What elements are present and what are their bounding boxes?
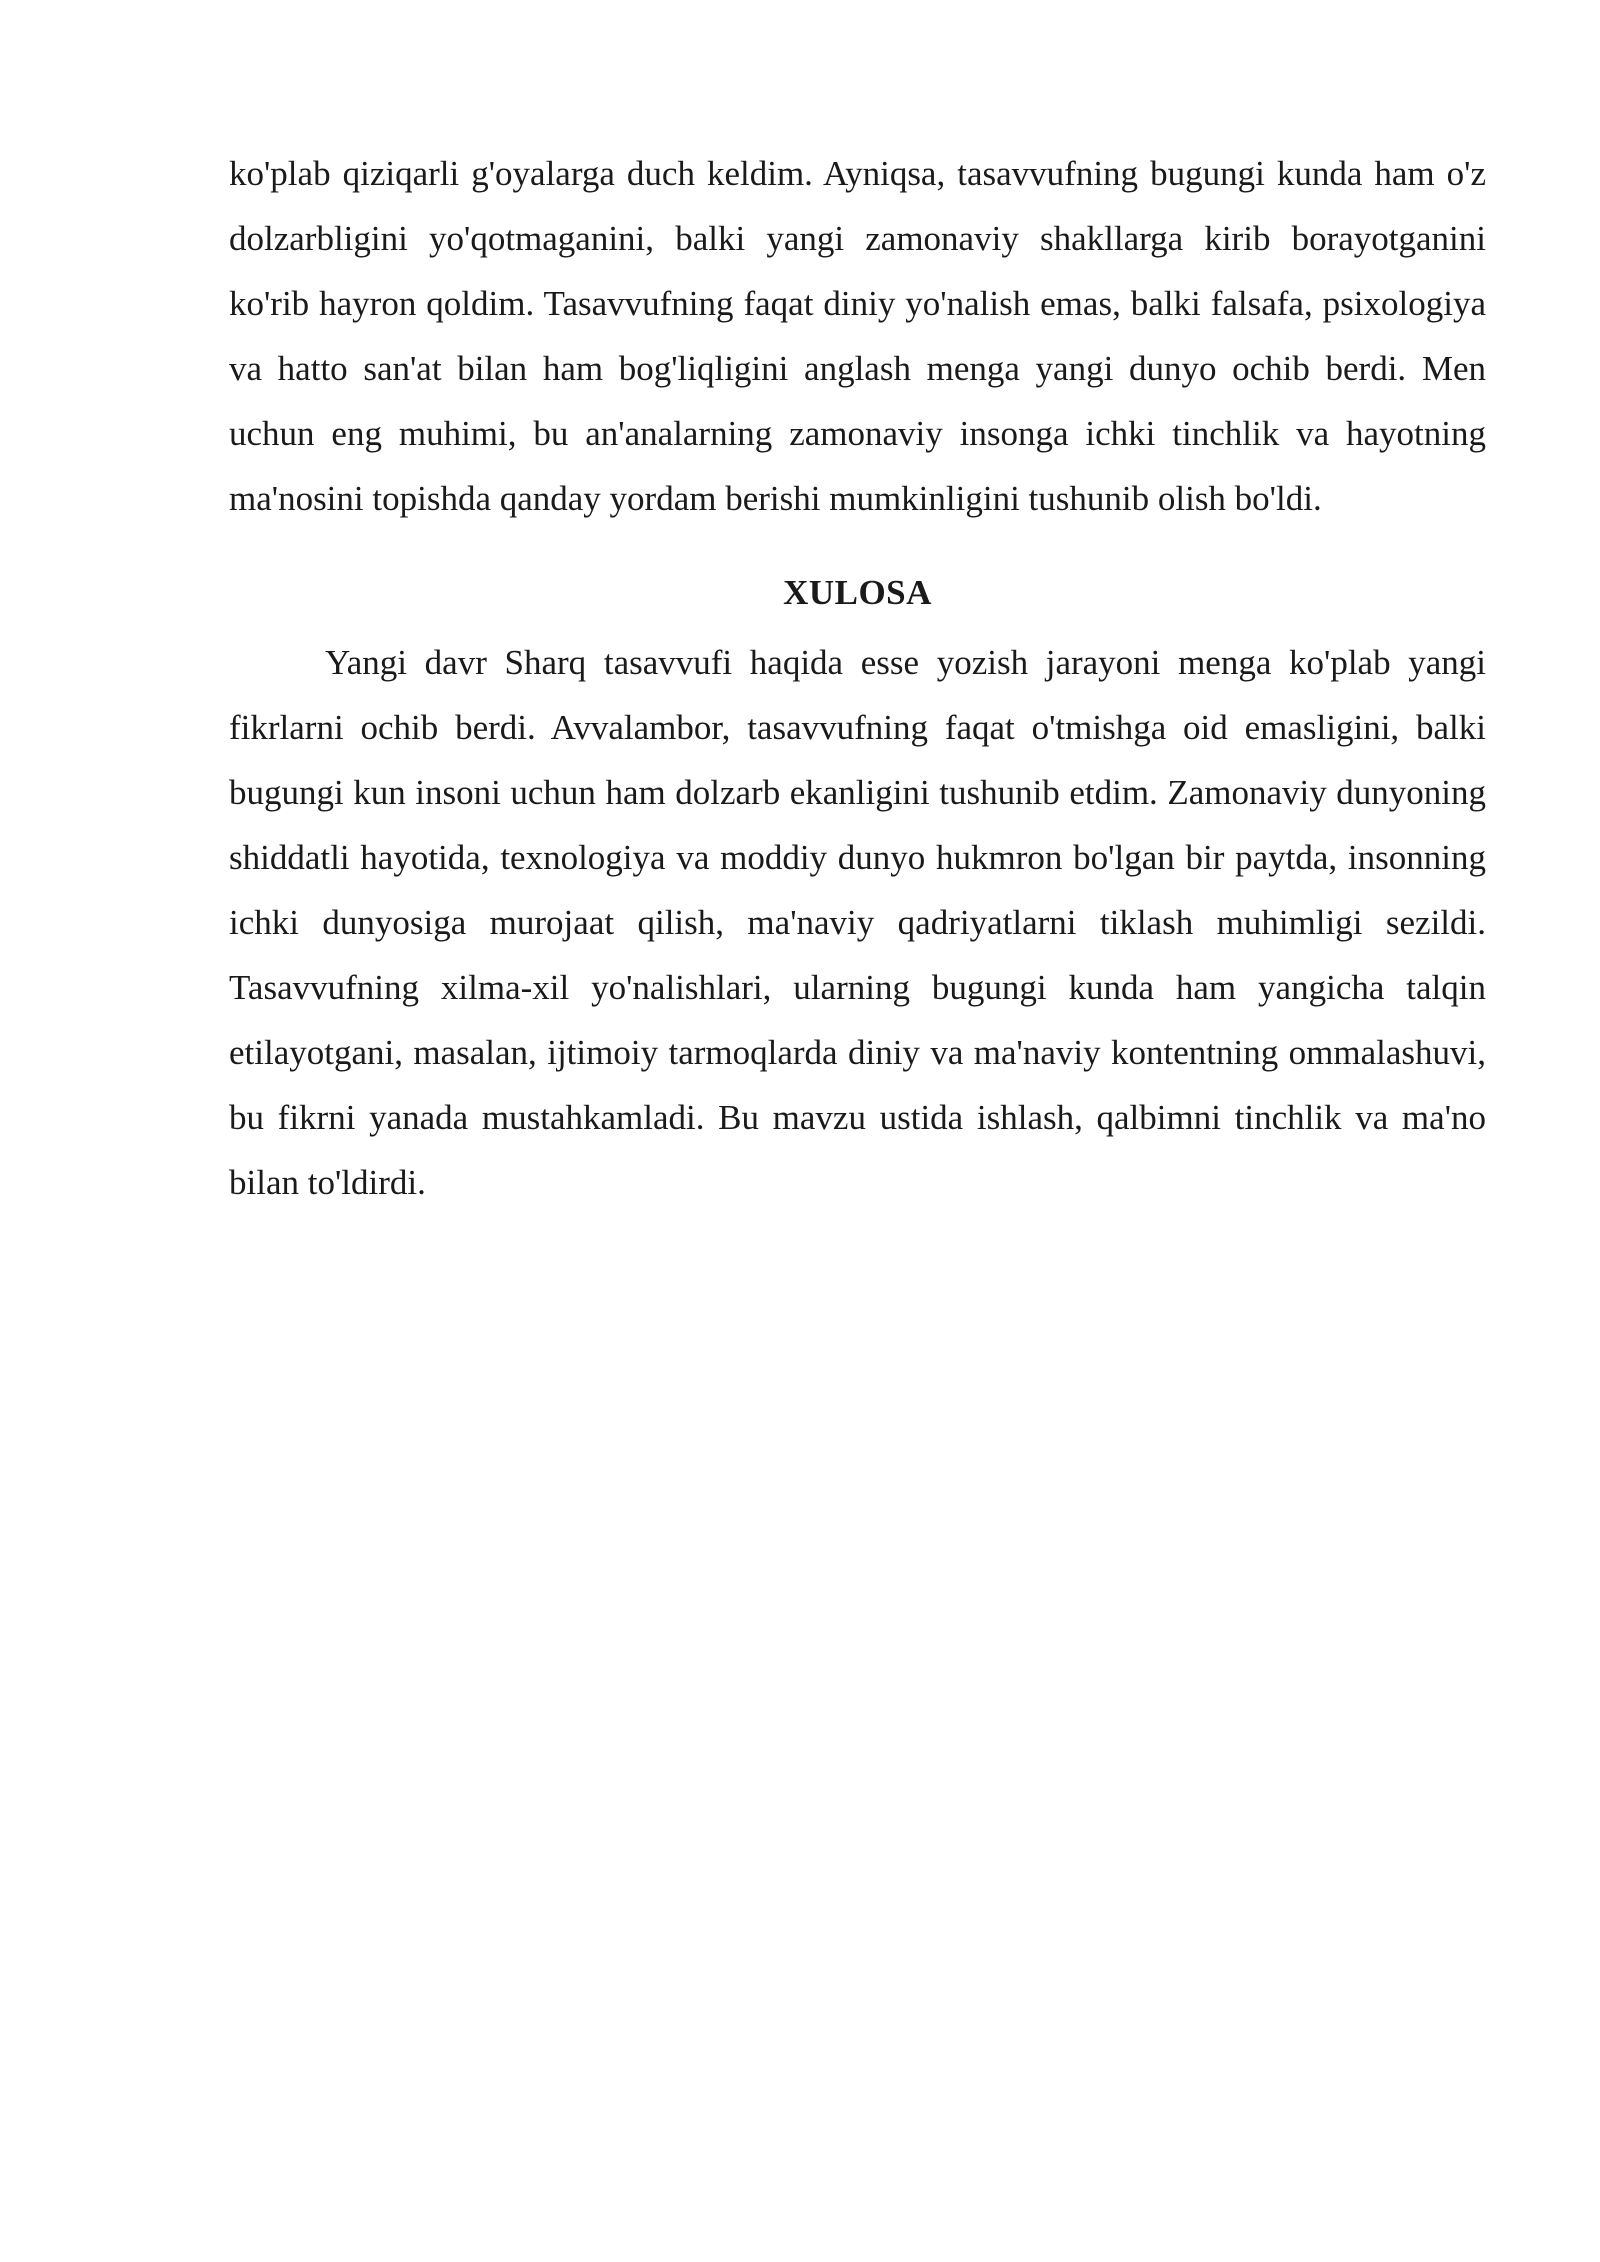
opening-paragraph: ko'plab qiziqarli g'oyalarga duch keldim. Ayniqsa, tasavvufning bugungi kunda ham o'z dolzarbligini yo'qotmaganini, balki yangi zamonaviy shakllarga kirib borayotganini ko'rib hayron qoldim. Tasavvufning faqat diniy yo'nalish emas, balki falsafa, psixologiya va hatto san'at bilan ham bog'liqligini anglash menga yangi dunyo ochib berdi. Men uchun eng muhimi, bu an'analarning zamonaviy insonga ichki tinchlik va hayotning ma'nosini topishda qanday yordam berishi mumkinligini tushunib olish bo'ldi. bbox=[229, 154, 1486, 518]
conclusion-paragraph: Yangi davr Sharq tasavvufi haqida esse yozish jarayoni menga ko'plab yangi fikrlarni ochib berdi. Avvalambor, tasavvufning faqat o'tmishga oid emasligini, balki bugungi kun insoni uchun ham dolzarb ekanligini tushunib etdim. Zamonaviy dunyoning shiddatli hayotida, texnologiya va moddiy dunyo hukmron bo'lgan bir paytda, insonning ichki dunyosiga murojaat qilish, ma'naviy qadriyatlarni tiklash muhimligi sezildi. Tasavvufning xilma-xil yo'nalishlari, ularning bugungi kunda ham yangicha talqin etilayotgani, masalan, ijtimoiy tarmoqlarda diniy va ma'naviy kontentning ommalashuvi, bu fikrni yanada mustahkamladi. Bu mavzu ustida ishlash, qalbimni tinchlik va ma'no bilan to'ldirdi. bbox=[229, 643, 1486, 1202]
page-content bbox=[229, 141, 1486, 1215]
conclusion-heading: XULOSA bbox=[783, 573, 932, 612]
